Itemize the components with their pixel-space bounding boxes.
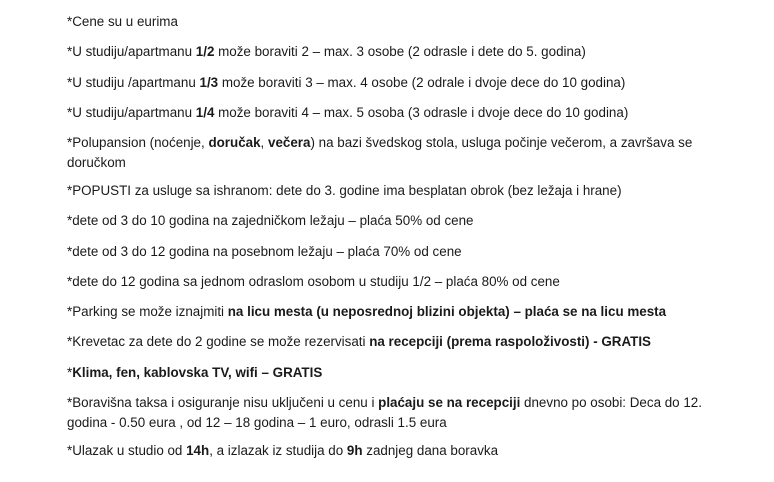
text-run: *dete do 12 godina sa jednom odraslom osobom u studiju 1/2 – plaća 80% od cene bbox=[67, 274, 560, 289]
text-run: *Cene su u eurima bbox=[67, 14, 178, 29]
text-run: ) na bazi švedskog stola, usluga počinje večerom, a završava se doručkom bbox=[67, 135, 693, 170]
text-run: *dete od 3 do 10 godina na zajedničkom ležaju – plaća 50% od cene bbox=[67, 213, 474, 228]
text-run: *Krevetac za dete do 2 godine se može rezervisati bbox=[67, 334, 370, 349]
note-child-separate-bed bbox=[67, 242, 717, 262]
note-studio-1-2 bbox=[67, 42, 717, 62]
bold-text-run: na recepciji (prema raspoloživosti) - GRATIS bbox=[369, 334, 651, 349]
text-run: * bbox=[67, 365, 73, 380]
text-run: *U studiju/apartmanu bbox=[67, 105, 196, 120]
bold-text-run: večera bbox=[268, 135, 311, 150]
text-run: zadnjeg dana boravka bbox=[362, 443, 499, 458]
bold-text-run: Klima, fen, kablovska TV, wifi – GRATIS bbox=[72, 365, 323, 380]
bold-text-run: plaćaju se na recepciji bbox=[378, 395, 521, 410]
text-run: *dete od 3 do 12 godina na posebnom ležaju – plaća 70% od cene bbox=[67, 244, 462, 259]
note-studio-1-3 bbox=[67, 73, 717, 93]
note-amenities bbox=[67, 363, 717, 383]
bold-text-run: 1/3 bbox=[199, 75, 219, 90]
text-run: *Polupansion (noćenje, bbox=[67, 135, 209, 150]
note-check-in-out bbox=[67, 441, 717, 461]
bold-text-run: doručak bbox=[208, 135, 261, 150]
bold-text-run: na licu mesta (u neposrednoj blizini objekta) – plaća se na licu mesta bbox=[227, 304, 667, 319]
text-run: , bbox=[260, 135, 268, 150]
note-baby-cot bbox=[67, 332, 717, 352]
text-run: *U studiju /apartmanu bbox=[67, 75, 200, 90]
note-tourist-tax bbox=[67, 393, 717, 433]
bold-text-run: 14h bbox=[186, 443, 210, 458]
text-run: *Ulazak u studio od bbox=[67, 443, 187, 458]
bold-text-run: 9h bbox=[346, 443, 363, 458]
text-run: , a izlazak iz studija do bbox=[209, 443, 347, 458]
note-child-shared-bed bbox=[67, 211, 717, 231]
note-parking bbox=[67, 302, 717, 322]
text-run: može boraviti 2 – max. 3 osobe (2 odrasle i dete do 5. godina) bbox=[214, 44, 586, 59]
bold-text-run: 1/4 bbox=[195, 105, 215, 120]
text-run: *U studiju/apartmanu bbox=[67, 44, 196, 59]
text-run: može boraviti 4 – max. 5 osoba (3 odrasle i dvoje dece do 10 godina) bbox=[214, 105, 629, 120]
note-child-with-one-adult bbox=[67, 272, 717, 292]
text-run: može boraviti 3 – max. 4 osobe (2 odrale i dvoje dece do 10 godina) bbox=[218, 75, 626, 90]
text-run: dnevno po osobi: Deca do 12. godina - 0.50 eura , od 12 – 18 godina – 1 euro, odrasli 1.5 eura bbox=[67, 395, 702, 430]
note-studio-1-4 bbox=[67, 103, 717, 123]
note-discounts bbox=[67, 181, 717, 201]
note-half-board bbox=[67, 133, 717, 173]
note-prices-currency bbox=[67, 12, 717, 32]
text-run: *POPUSTI za usluge sa ishranom: dete do 3. godine ima besplatan obrok (bez ležaja i hrane) bbox=[67, 183, 622, 198]
bold-text-run: 1/2 bbox=[195, 44, 215, 59]
text-run: *Parking se može iznajmiti bbox=[67, 304, 228, 319]
text-run: *Boravišna taksa i osiguranje nisu uključeni u cenu i bbox=[67, 395, 379, 410]
